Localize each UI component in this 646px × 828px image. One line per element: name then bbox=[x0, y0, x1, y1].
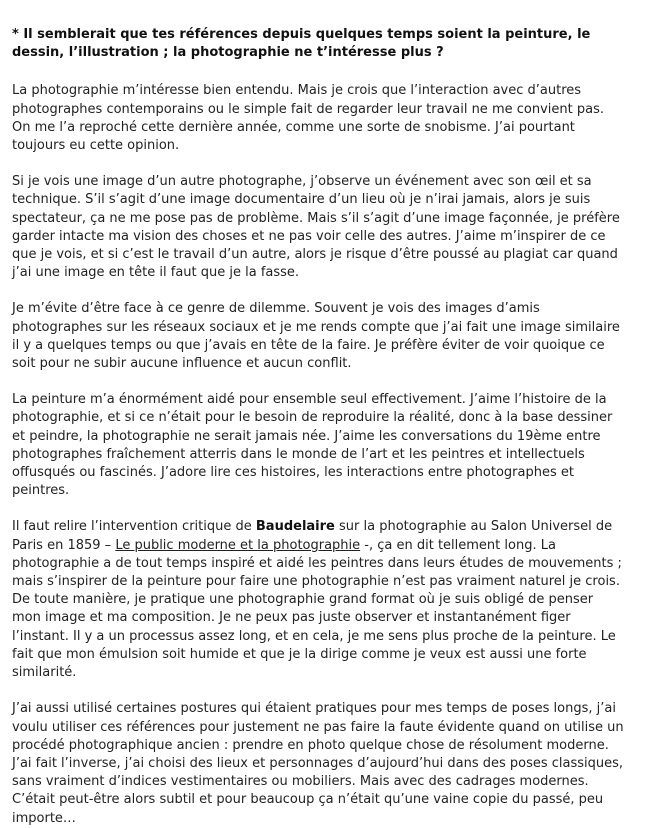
answer-paragraph-2: Si je vois une image d’un autre photographe, j’observe un événement avec son œil et sa technique. S’il s’agit d’une image documentaire d’un lieu où je n’irai jamais, alors je suis spectateur, ça ne me pose pas de problème. Mais s’il s’agit d’une image façonnée, je préfère garder intacte ma vision des choses et ne pas voir celle des autres. J’aime m’inspirer de ce que je vois, et si c’est le travail d’un autre, alors je risque d’être poussé au plagiat car quand j’ai une image en tête il faut que je la fasse. bbox=[12, 174, 620, 281]
answer-paragraph-3: Je m’évite d’être face à ce genre de dilemme. Souvent je vois des images d’amis photographes sur les réseaux sociaux et je me rends compte que j’ai fait une image similaire il y a quelques temps ou que j’avais en tête de la faire. Je préfère éviter de voir quoique ce soit pour ne subir aucune influence et aucun conflit. bbox=[12, 301, 620, 372]
baudelaire-name: Baudelaire bbox=[255, 519, 335, 535]
baudelaire-text-before: Il faut relire l’intervention critique de bbox=[12, 519, 256, 535]
answer-paragraph-1: La photographie m’intéresse bien entendu. Mais je crois que l’interaction avec d’autres photographes contemporains ou le simple fait de regarder leur travail ne me convient pas. On me l’a reproché cette dernière année, comme une sorte de snobisme. J’ai pourtant toujours eu cette opinion. bbox=[12, 83, 604, 154]
public-moderne-link[interactable]: Le public moderne et la photographie bbox=[115, 537, 361, 553]
answer-paragraph-5 bbox=[12, 518, 626, 682]
baudelaire-text-after: -, ça en dit tellement long. La photographie a de tout temps inspiré et aidé les peintres dans leurs études de mouvements ; mais s’inspirer de la peinture pour faire une photographie n’est pas vraiment naturel je crois. De toute manière, je pratique une photographie grand format où je suis obligé de penser mon image et ma composition. Je ne peux pas juste observer et instantanément figer l’instant. Il y a un processus assez long, et en cela, je me sens plus proche de la peinture. Le fait que mon émulsion soit humide et que je la dirige comme je veux est aussi une forte similarité. bbox=[12, 537, 622, 681]
baudelaire-text-middle: sur la photographie au Salon Universel de Paris en 1859 – bbox=[12, 519, 613, 553]
answer-paragraph-6: J’ai aussi utilisé certaines postures qui étaient pratiques pour mes temps de poses longs, j’ai voulu utiliser ces références pour justement ne pas faire la faute évidente quand on utilise un procédé photographique ancien : prendre en photo quelque chose de résolument moderne. J’ai fait l’inverse, j’ai choisi des lieux et personnages d’aujourd’hui dans des poses classiques, sans vraiment d’indices vestimentaires ou mobiliers. Mais avec des cadrages modernes. C’était peut-être alors subtil et pour beaucoup ça n’était qu’une vaine copie du passé, peu importe… bbox=[12, 701, 624, 826]
interview-question: * Il semblerait que tes références depuis quelques temps soient la peinture, le dessin, l’illustration ; la photographie ne t’intéresse plus ? bbox=[12, 27, 591, 61]
answer-paragraph-4: La peinture m’a énormément aidé pour ensemble seul effectivement. J’aime l’histoire de la photographie, et si ce n’était pour le besoin de reproduire la réalité, donc à la base dessiner et peindre, la photographie ne serait jamais née. J’aime les conversations du 19ème entre photographes fraîchement atterris dans le monde de l’art et les peintres et intellectuels offusqués ou fascinés. J’adore lire ces histoires, les interactions entre photographes et peintres. bbox=[12, 392, 613, 499]
